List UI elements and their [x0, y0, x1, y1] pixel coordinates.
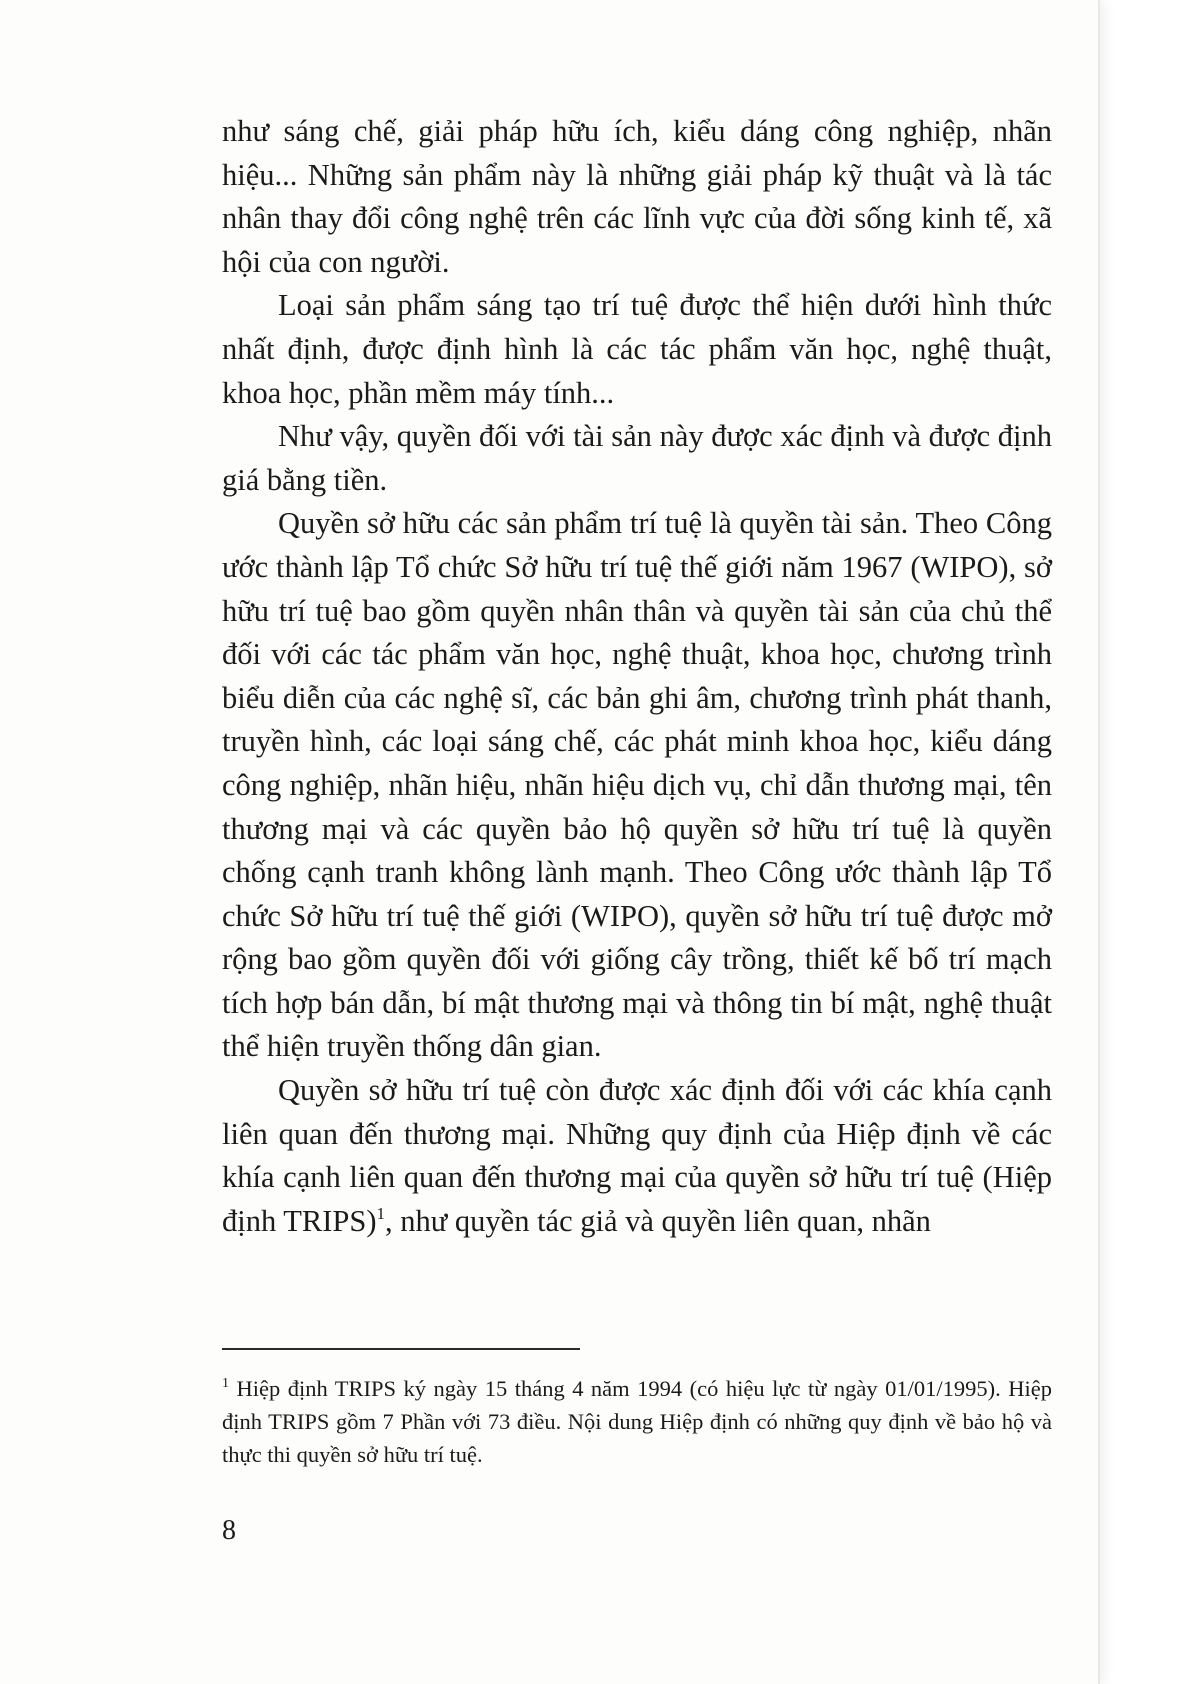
footnote-reference[interactable]: 1 — [376, 1203, 386, 1223]
trips-text-start: Quyền sở hữu trí tuệ còn được xác định đối với các khía cạnh liên quan đến thương mại. Những quy định của Hiệp định về các khía cạnh liên quan đến thương mại của quyền sở hữu trí tuệ (Hiệp định TRIPS) — [222, 1073, 1052, 1238]
footnote-text: Hiệp định TRIPS ký ngày 15 tháng 4 năm 1994 (có hiệu lực từ ngày 01/01/1995). Hiệp định TRIPS gồm 7 Phần với 73 điều. Nội dung Hiệp định có những quy định về bảo hộ và thực thi quyền sở hữu trí tuệ. — [222, 1376, 1052, 1467]
footnote-mark: 1 — [222, 1376, 229, 1391]
footnote-divider — [222, 1348, 580, 1350]
page-number: 8 — [222, 1515, 236, 1546]
paragraph-creative-works: Loại sản phẩm sáng tạo trí tuệ được thể hiện dưới hình thức nhất định, được định hình là các tác phẩm văn học, nghệ thuật, khoa học, phần mềm máy tính... — [222, 288, 1052, 410]
paragraph-continued: như sáng chế, giải pháp hữu ích, kiểu dáng công nghiệp, nhãn hiệu... Những sản phẩm này là những giải pháp kỹ thuật và là tác nhân thay đổi công nghệ trên các lĩnh vực của đời sống kinh tế, xã hội của con người. — [222, 114, 1052, 279]
body-text — [222, 110, 1052, 1243]
paragraph-wipo: Quyền sở hữu các sản phẩm trí tuệ là quyền tài sản. Theo Công ước thành lập Tổ chức Sở hữu trí tuệ thế giới năm 1967 (WIPO), sở hữu trí tuệ bao gồm quyền nhân thân và quyền tài sản của chủ thể đối với các tác phẩm văn học, nghệ thuật, khoa học, chương trình biểu diễn của các nghệ sĩ, các bản ghi âm, chương trình phát thanh, truyền hình, các loại sáng chế, các phát minh khoa học, kiểu dáng công nghiệp, nhãn hiệu, nhãn hiệu dịch vụ, chỉ dẫn thương mại, tên thương mại và các quyền bảo hộ quyền sở hữu trí tuệ là quyền chống cạnh tranh không lành mạnh. Theo Công ước thành lập Tổ chức Sở hữu trí tuệ thế giới (WIPO), quyền sở hữu trí tuệ được mở rộng bao gồm quyền đối với giống cây trồng, thiết kế bố trí mạch tích hợp bán dẫn, bí mật thương mại và thông tin bí mật, nghệ thuật thể hiện truyền thống dân gian. — [222, 506, 1052, 1064]
footnote — [222, 1372, 1052, 1471]
paragraph-trips — [222, 1069, 1052, 1243]
trips-text-end: , như quyền tác giả và quyền liên quan, nhãn — [385, 1203, 931, 1238]
paragraph-valuation: Như vậy, quyền đối với tài sản này được xác định và được định giá bằng tiền. — [222, 419, 1052, 497]
page-edge — [1098, 0, 1100, 1684]
